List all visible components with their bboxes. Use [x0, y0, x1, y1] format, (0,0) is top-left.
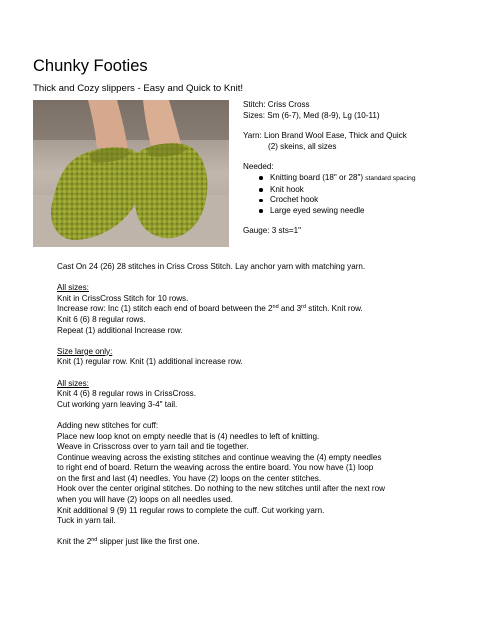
ordinal-sup: nd	[91, 537, 98, 544]
ordinal-sup: rd	[301, 304, 307, 311]
subtitle: Thick and Cozy slippers - Easy and Quick to Knit!	[33, 83, 244, 94]
needed-item-main: Crochet hook	[270, 195, 319, 205]
increase-row-line	[57, 304, 477, 315]
list-item	[243, 195, 483, 206]
needed-label: Needed:	[243, 162, 274, 172]
increase-text-b: and 3	[278, 304, 302, 314]
cuff-line: Hook over the center original stitches. Do nothing to the new stitches until after the next row	[57, 484, 385, 494]
final-text-a: Knit the 2	[57, 537, 92, 547]
yarn-amount-line: (2) skeins, all sizes	[268, 141, 337, 151]
cuff-line: Continue weaving across the existing stitches and continue weaving the (4) empty needles	[57, 452, 382, 462]
cuff-line: on the first and last (4) needles. You have (2) loops on the center stitches.	[57, 473, 322, 483]
slippers-illustration	[33, 100, 229, 247]
size-large-heading: Size large only:	[57, 346, 113, 356]
all-sizes-heading: All sizes:	[57, 283, 89, 293]
gauge-line: Gauge: 3 sts=1"	[243, 226, 301, 236]
instructions-block	[57, 262, 477, 548]
sizes-line: Sizes: Sm (6-7), Med (8-9), Lg (10-11)	[243, 110, 380, 120]
cuff-line: Knit additional 9 (9) 11 regular rows to complete the cuff. Cut working yarn.	[57, 505, 325, 515]
list-item	[243, 185, 483, 196]
needed-item-main: Large eyed sewing needle	[270, 205, 365, 215]
cuff-line: when you will have (2) loops on all needles used.	[57, 495, 233, 505]
cast-on-line: Cast On 24 (26) 28 stitches in Criss Cross Stitch. Lay anchor yarn with matching yarn.	[57, 262, 366, 271]
needed-list	[243, 173, 483, 216]
ordinal-sup: nd	[272, 304, 279, 311]
cuff-line: to right end of board. Return the weaving across the entire board. You now have (1) loop	[57, 463, 374, 473]
size-large-line: Knit (1) regular row. Knit (1) additional increase row.	[57, 357, 243, 367]
cuff-line: Weave in Crisscross over to yarn tail and tie together.	[57, 442, 249, 452]
list-item	[243, 173, 483, 185]
needed-item-main: Knitting board (18" or 28")	[270, 172, 364, 182]
increase-text-a: Increase row: Inc (1) stitch each end of board between the 2	[57, 304, 273, 314]
specifications-block	[243, 100, 483, 237]
final-text-b: slipper just like the first one.	[97, 537, 200, 547]
final-line	[57, 537, 477, 548]
all-sizes-heading: All sizes:	[57, 378, 89, 388]
needed-item-main: Knit hook	[270, 184, 304, 194]
list-item	[243, 206, 483, 217]
yarn-line: Yarn: Lion Brand Wool Ease, Thick and Quick	[243, 131, 407, 141]
knit-crisscross-line: Knit 4 (6) 8 regular rows in CrissCross.	[57, 389, 196, 399]
repeat-line: Repeat (1) additional Increase row.	[57, 325, 183, 335]
increase-text-c: stitch. Knit row.	[306, 304, 363, 314]
needed-item-note: standard spacing	[365, 174, 416, 182]
slippers-photo	[33, 100, 229, 247]
page-title: Chunky Footies	[33, 57, 148, 75]
cuff-line: Tuck in yarn tail.	[57, 516, 116, 526]
cuff-line: Place new loop knot on empty needle that is (4) needles to left of knitting.	[57, 431, 320, 441]
cuff-heading: Adding new stitches for cuff:	[57, 420, 159, 430]
knit-regular-line: Knit 6 (6) 8 regular rows.	[57, 314, 146, 324]
cut-yarn-line: Cut working yarn leaving 3-4" tail.	[57, 399, 178, 409]
knit-rows-line: Knit in CrissCross Stitch for 10 rows.	[57, 293, 189, 303]
stitch-line: Stitch: Criss Cross	[243, 100, 310, 109]
